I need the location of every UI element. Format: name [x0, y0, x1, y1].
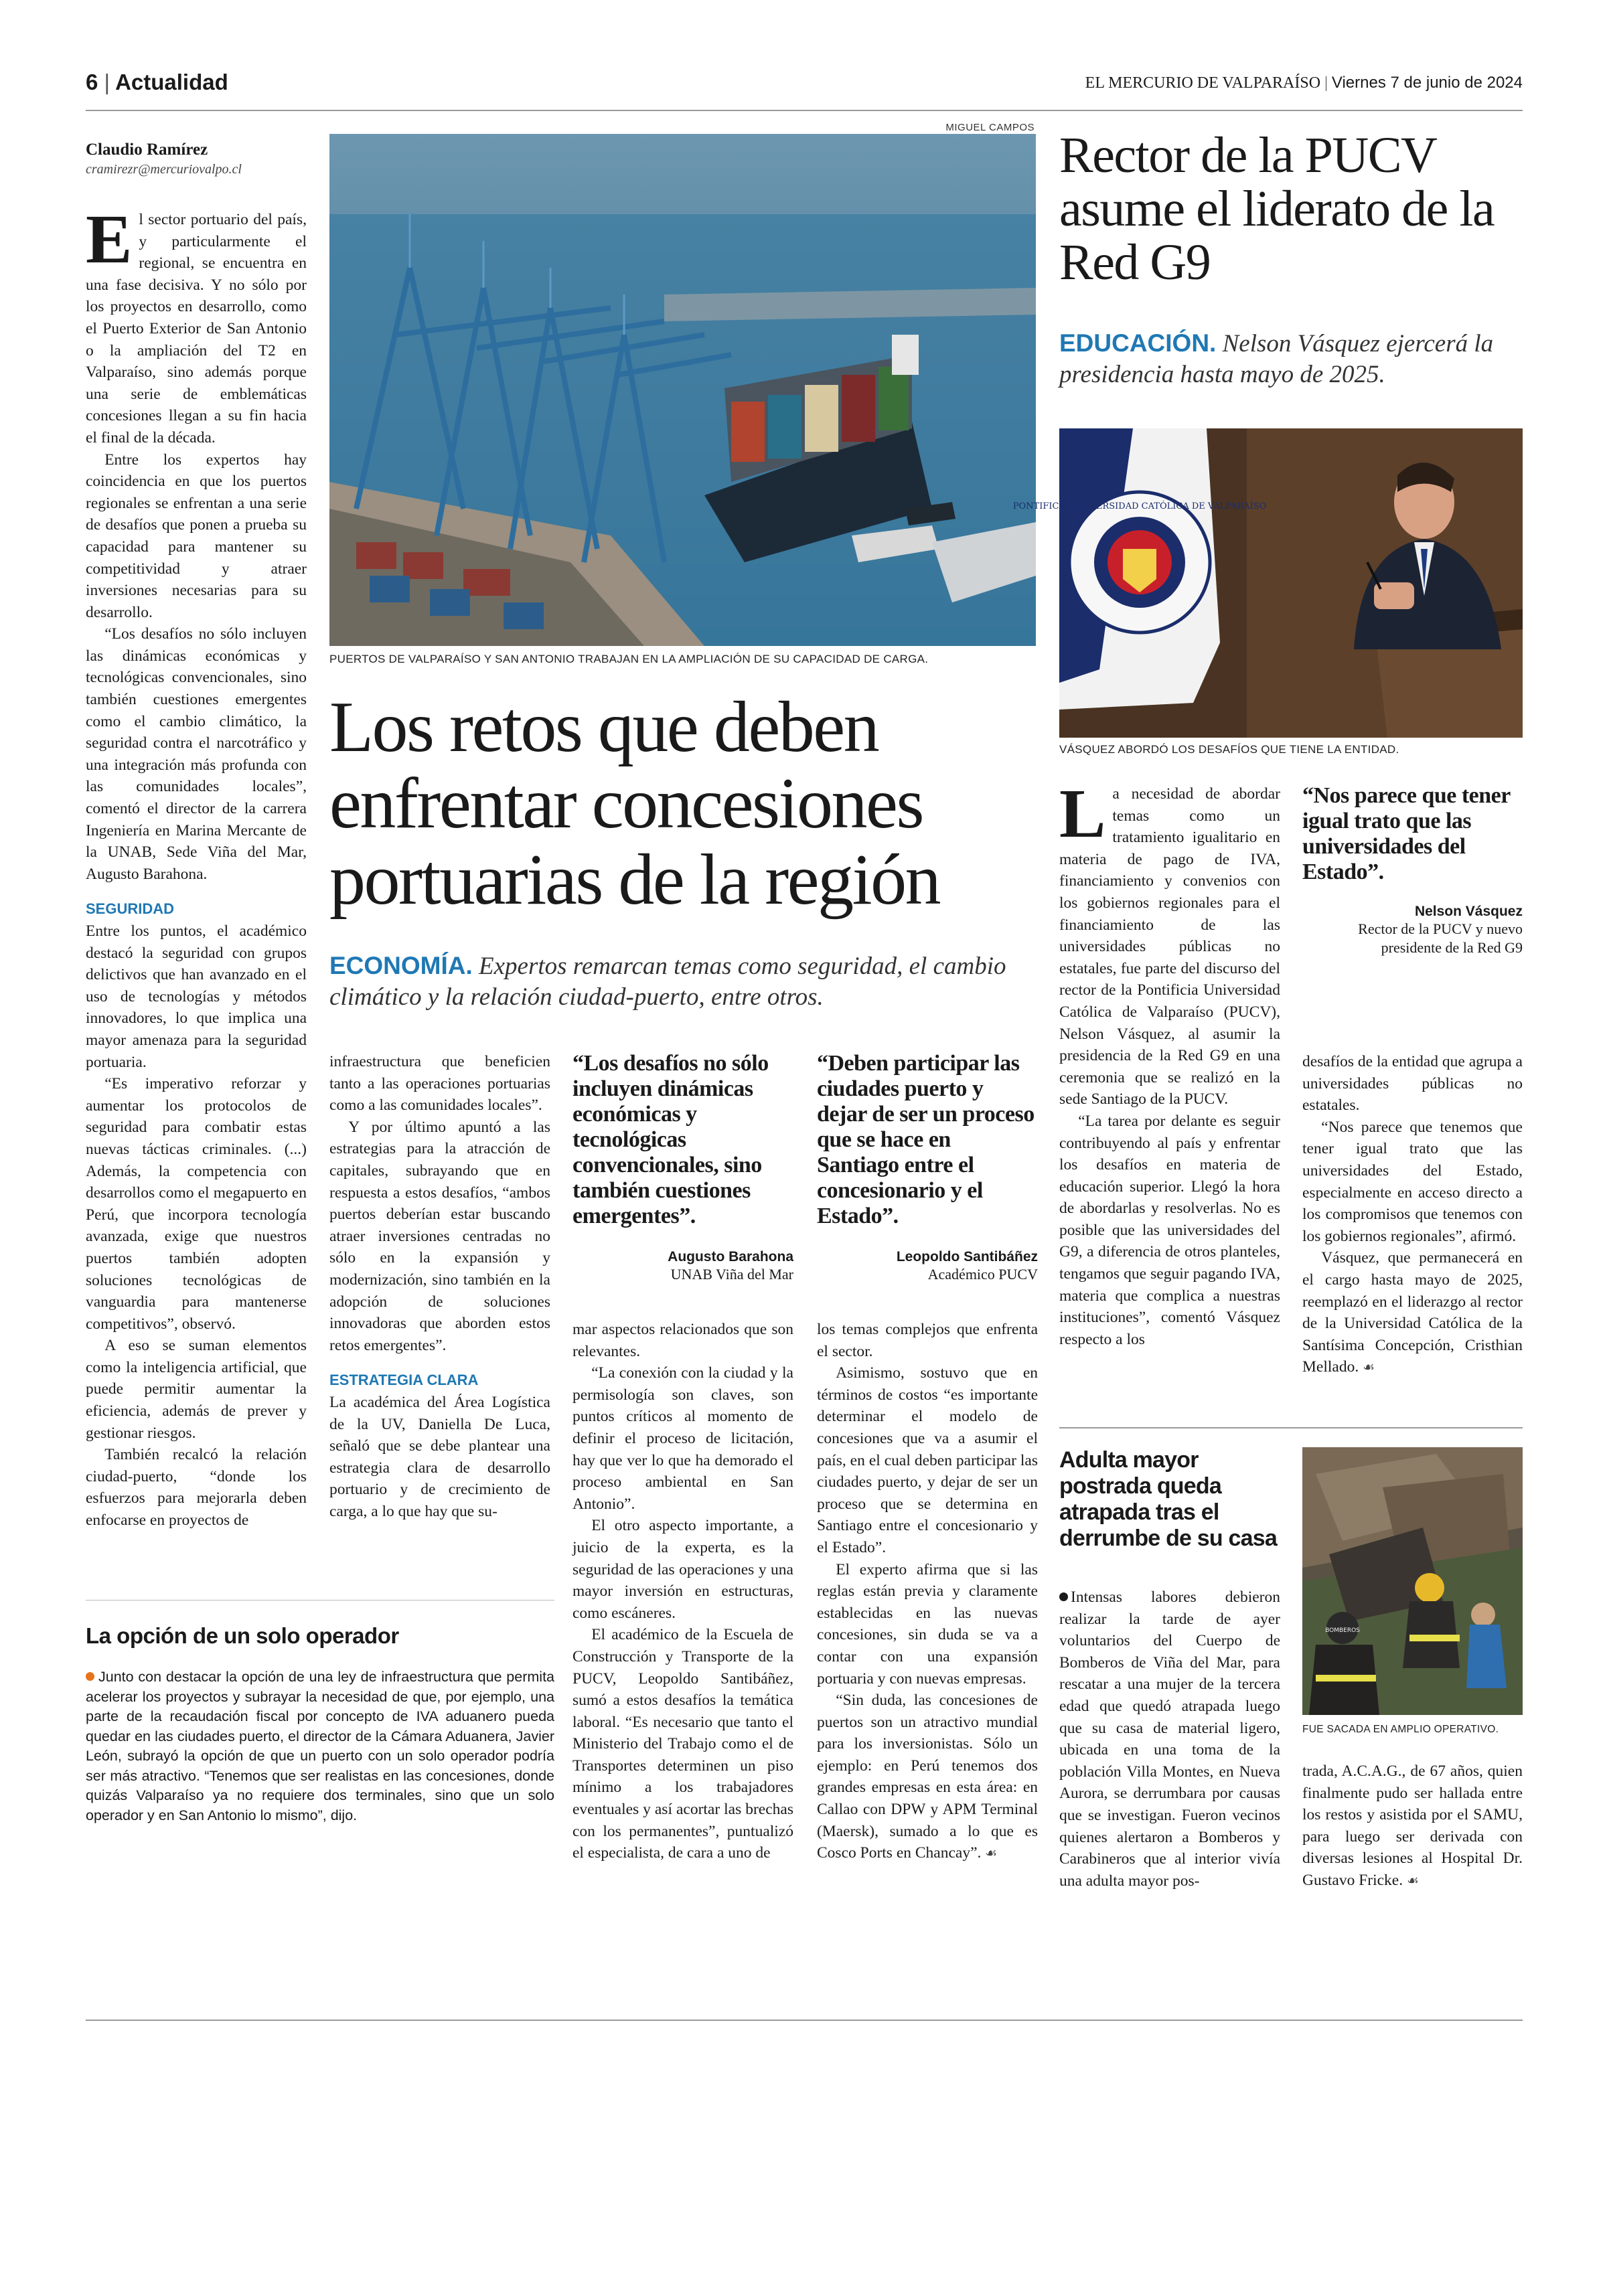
paragraph: los temas complejos que enfrenta el sector.: [817, 1321, 1038, 1360]
page-bottom-rule: [86, 2020, 1523, 2021]
collapse-photo-caption: FUE SACADA EN AMPLIO OPERATIVO.: [1302, 1724, 1499, 1735]
sidebar-title: La opción de un solo operador: [86, 1623, 399, 1648]
paragraph: Asimismo, sostuvo que en términos de costos “es importante determinar el modelo de concesiones que va a asumir el país, en el cual deben participar las ciudades puerto, y dejar de ser un proceso que se determina en Santiago entre el concesionario y el Estado”.: [817, 1364, 1038, 1556]
paragraph: Intensas labores debieron realizar la tarde de ayer voluntarios del Cuerpo de Bomberos de Viña del Mar, para rescatar a una mujer de la tercera edad que quedó atrapada luego que su casa de material ligero, ubicada en una toma de la población Villa Montes, en Nueva Aurora, se derrumbara por causas que se investigan. Fueron vecinos quienes alertaron a Bomberos y Carabineros que al interior vivía una adulta mayor pos-: [1059, 1588, 1280, 1890]
main-column-4: [817, 1319, 1038, 1864]
paragraph: El académico de la Escuela de Construcción y Transporte de la PUCV, Leopoldo Santibáñez, sumó a estos desafíos la temática laboral. “Es necesario que tanto el Ministerio del Trabajo como el de Transportes determinen un piso mínimo a los trabajadores eventuales y así acortar las brechas con los permanentes”, puntualizó el especialista, de cara a uno de: [572, 1626, 793, 1862]
rector-photo-illustration: [1012, 428, 1523, 738]
seal-text: PONTIFICIA UNIVERSIDAD CATÓLICA DE VALPARAÍSO: [1012, 501, 1267, 511]
drop-cap: E: [86, 201, 133, 278]
pull-quote-text: “Deben participar las ciudades puerto y dejar de ser un proceso que se hace en Santiago entre el concesionario y el Estado”.: [817, 1051, 1035, 1228]
rector-deck: [1059, 328, 1523, 390]
paragraph: Entre los expertos hay coincidencia en que los puertos regionales se enfrentan a una serie de desafíos que ponen a prueba su capacidad para mantener su competitividad y atraer inversiones necesarias para su desarrollo.: [86, 450, 307, 621]
issue-date: Viernes 7 de junio de 2024: [1331, 74, 1523, 92]
rector-column-1: [1059, 775, 1280, 1350]
pull-quote-name: Leopoldo Santibáñez: [896, 1249, 1038, 1264]
main-column-3: [572, 1319, 793, 1864]
paragraph: También recalcó la relación ciudad-puerto, “donde los esfuerzos para mejorarla deben enfocarse en proyectos de: [86, 1446, 307, 1530]
subhead-estrategia: ESTRATEGIA CLARA: [329, 1372, 479, 1389]
deck-label: ECONOMÍA.: [329, 952, 473, 979]
collapse-column-2: [1302, 1760, 1523, 1892]
rector-divider: [1059, 1427, 1523, 1428]
port-photo-illustration: [329, 134, 1036, 646]
pull-quote-text: “Los desafíos no sólo incluyen dinámicas económicas y tecnológicas convencionales, sino también cuestiones emergentes”.: [572, 1051, 769, 1228]
helmet-text: BOMBEROS: [1325, 1627, 1360, 1634]
newspaper-name: EL MERCURIO DE VALPARAÍSO: [1085, 74, 1321, 92]
paragraph: La necesidad de abordar temas como un tratamiento igualitario en materia de pago de IVA, financiamiento y convenios con los gobiernos regionales para el financiamiento de las universidades públicas no estatales, fue parte del discurso del rector de la Pontificia Universidad Católica de Valparaíso (PUCV), Nelson Vásquez, al asumir la presidencia de la Red G9 en una ceremonia que se realizó en la sede Santiago de la PUCV.: [1059, 775, 1280, 1109]
paragraph: Y por último apuntó a las estrategias para la atracción de capitales, subrayando que en respuesta a estos desafíos, “ambos puertos deberían estar buscando atraer inversiones centradas no sólo en la expansión y modernización, sino también en la adopción de soluciones innovadoras que aborden estos retos emergentes”.: [329, 1118, 550, 1354]
paragraph: “La conexión con la ciudad y la permisología son claves, son puntos críticos al momento de definir el proceso de licitación, hay que ver lo que ha demorado el proceso ambiental en San Antonio”.: [572, 1364, 793, 1513]
end-mark-icon: ☙: [1407, 1872, 1419, 1888]
port-photo-caption: PUERTOS DE VALPARAÍSO Y SAN ANTONIO TRABAJAN EN LA AMPLIACIÓN DE SU CAPACIDAD DE CARGA.: [329, 653, 929, 665]
paragraph: “La tarea por delante es seguir contribuyendo al país y enfrentar los desafíos en materia de educación superior. Llegó la hora de abordarlas y resolverlas. No es posible que las universidades del G9, a diferencia de otros planteles, tengamos que seguir pagando IVA, materia que complica a nuestras instituciones”, comentó Vásquez respecto a los: [1059, 1112, 1280, 1348]
paragraph: El experto afirma que si las reglas están previa y claramente establecidas en las nuevas concesiones, sin duda se va a contar con una expansión portuaria y con nuevas empresas.: [817, 1560, 1038, 1688]
page-number: 6: [86, 70, 98, 94]
main-headline: Los retos que deben enfrentar concesiones portuarias de la región: [329, 687, 940, 920]
rector-headline: Rector de la PUCV asume el liderato de la Red G9: [1059, 127, 1495, 291]
port-photo: [329, 134, 1036, 646]
sidebar-rule: [86, 1600, 554, 1601]
paragraph: El sector portuario del país, y particularmente el regional, se encuentra en una fase decisiva. Y no sólo por los proyectos en desarrollo, como el Puerto Exterior de San Antonio o la ampliación del T2 en Valparaíso, sino además porque una serie de emblemáticas concesiones llegan a su fin hacia el final de la década.: [86, 201, 307, 446]
deck-label: EDUCACIÓN.: [1059, 329, 1217, 357]
rector-photo: [1012, 428, 1523, 738]
rector-photo-caption: VÁSQUEZ ABORDÓ LOS DESAFÍOS QUE TIENE LA ENTIDAD.: [1059, 743, 1399, 756]
masthead-rule: [86, 110, 1523, 111]
sidebar-box: [86, 1623, 554, 1825]
collapse-column-1: [1059, 1586, 1280, 1892]
rector-column-2: [1302, 1051, 1523, 1378]
paragraph: A eso se suman elementos como la inteligencia artificial, que puede permitir aumentar la eficiencia, además de prever y gestionar riesgos.: [86, 1337, 307, 1442]
drop-cap: L: [1059, 775, 1106, 852]
author-email: cramirezr@mercuriovalpo.cl: [86, 162, 242, 177]
collapse-headline: Adulta mayor postrada queda atrapada tras el derrumbe de su casa: [1059, 1447, 1277, 1551]
paragraph: “Los desafíos no sólo incluyen las dinámicas económicas y tecnológicas convencionales, sino también cuestiones emergentes como el cambio climático, la seguridad contra el narcotráfico y una integración más profunda con las comunidades locales”, comentó el director de la carrera Ingeniería en Marina Mercante de la UNAB, Sede Viña del Mar, Augusto Barahona.: [86, 625, 307, 883]
pull-quote-text: “Nos parece que tener igual trato que las universidades del Estado”.: [1302, 783, 1511, 884]
main-deck: [329, 951, 1046, 1013]
sidebar-text-block: [86, 1667, 554, 1825]
subhead-seguridad: SEGURIDAD: [86, 900, 175, 918]
masthead: 6 | Actualidad EL MERCURIO DE VALPARAÍSO | Viernes 7 de junio de 2024: [86, 70, 1523, 94]
pull-quote-role: Académico PUCV: [927, 1266, 1038, 1283]
pull-quote-role: UNAB Viña del Mar: [670, 1266, 793, 1283]
pull-quote-name: Augusto Barahona: [668, 1249, 793, 1264]
paragraph: La académica del Área Logística de la UV, Daniella De Luca, señaló que se debe plantear una estrategia clara de desarrollo portuario y de crecimiento de carga, a lo que hay que su-: [329, 1393, 550, 1520]
paragraph: mar aspectos relacionados que son relevantes.: [572, 1321, 793, 1360]
main-column-2: [329, 1051, 550, 1522]
deck-text: Nelson Vásquez ejercerá la presidencia hasta mayo de 2025.: [1059, 330, 1494, 388]
paragraph: Vásquez, que permanecerá en el cargo hasta mayo de 2025, reemplazó en el liderazgo al rector de la Universidad Católica de la Santísima Concepción, Cristhian Mellado. ☙: [1302, 1249, 1523, 1376]
collapse-photo: [1302, 1447, 1523, 1715]
paragraph: El otro aspecto importante, a juicio de la experta, es la seguridad de las operaciones y una mayor inversión en estructuras, como escáneres.: [572, 1517, 793, 1622]
pull-quote-name: Nelson Vásquez: [1414, 904, 1523, 919]
paragraph: “Sin duda, las concesiones de puertos son un atractivo mundial para los inversionistas. Sólo un ejemplo: en Perú tenemos dos grandes empresas en esta área: en Callao con DPW y APM Terminal (Maersk), sumado a lo que es Cosco Ports en Chancay”. ☙: [817, 1692, 1038, 1862]
rector-pull-quote: [1302, 783, 1523, 957]
sidebar-text: Junto con destacar la opción de una ley de infraestructura que permita acelerar los proyectos y subrayar la necesidad de que, por ejemplo, una parte de la recaudación fiscal por concepto de IVA aduanero pueda quedar en las ciudades puerto, el director de la Cámara Aduanera, Javier León, subrayó la opción de que un puerto con un solo operador podría ser más atractivo. “Tenemos que ser realistas en las concesiones, donde quizás Valparaíso ya no requiere dos terminales, sino que un solo operador y en San Antonio lo mismo”, dijo.: [86, 1669, 554, 1823]
main-column-1: [86, 201, 307, 1532]
author-byline: [86, 141, 313, 177]
photo-credit: MIGUEL CAMPOS: [945, 122, 1035, 133]
bullet-icon: [86, 1672, 94, 1681]
paragraph: desafíos de la entidad que agrupa a universidades públicas no estatales.: [1302, 1053, 1523, 1115]
end-mark-icon: ☙: [1363, 1359, 1375, 1376]
pull-quote-santibanez: [817, 1051, 1038, 1284]
pull-quote-role: Rector de la PUCV y nuevo presidente de la Red G9: [1358, 920, 1523, 956]
bullet-icon: [1059, 1592, 1068, 1601]
author-name: Claudio Ramírez: [86, 141, 208, 159]
paragraph: Entre los puntos, el académico destacó la seguridad con grupos delictivos que han avanzado en el uso de tecnologías y métodos innovadores, lo que implica una mayor amenaza para la seguridad portuaria.: [86, 922, 307, 1071]
paragraph: “Es imperativo reforzar y aumentar los protocolos de seguridad para combatir estas nuevas tácticas criminales. (...) Además, la competencia con desarrollos como el megapuerto en Perú, que incorpora tecnología avanzada, exige que nuestros puertos también adopten soluciones tecnológicas de vanguardia para mantenerse competitivos”, observó.: [86, 1075, 307, 1333]
end-mark-icon: ☙: [985, 1845, 998, 1862]
collapse-photo-illustration: [1302, 1447, 1523, 1715]
deck-text: Expertos remarcan temas como seguridad, el cambio climático y la relación ciudad-puerto, entre otros.: [329, 953, 1006, 1011]
section-name: Actualidad: [115, 70, 228, 94]
pull-quote-barahona: [572, 1051, 793, 1284]
paragraph: “Nos parece que tenemos que tener igual trato que las universidades del Estado, especialmente en acceso directo a los compromisos que tenemos con los gobiernos regionales”, afirmó.: [1302, 1118, 1523, 1245]
paragraph: trada, A.C.A.G., de 67 años, quien finalmente pudo ser hallada entre los restos y asistida por el SAMU, para luego ser derivada con diversas lesiones al Hospital Dr. Gustavo Fricke. ☙: [1302, 1762, 1523, 1889]
paragraph: infraestructura que beneficien tanto a las operaciones portuarias como a las comunidades locales”.: [329, 1053, 550, 1115]
